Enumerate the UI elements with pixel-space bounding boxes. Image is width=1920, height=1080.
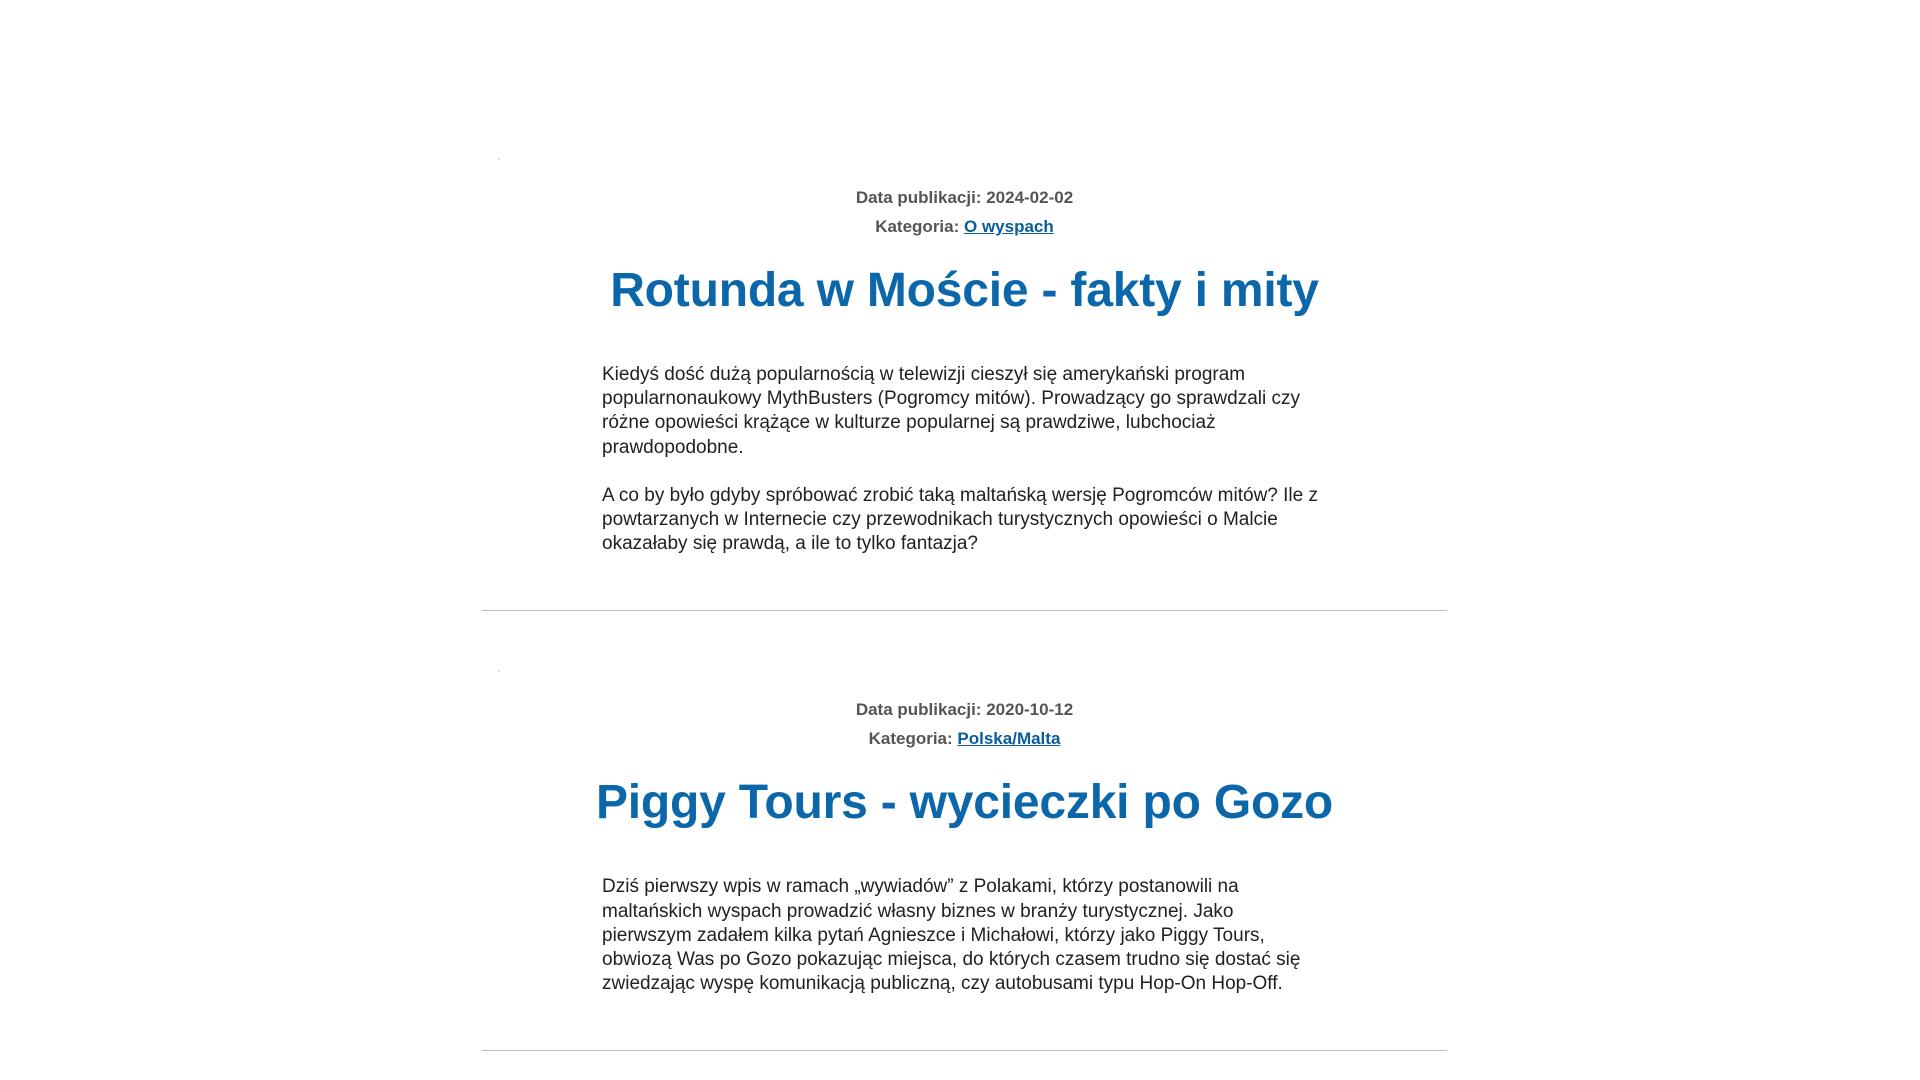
publication-date xyxy=(482,695,1447,724)
post-card xyxy=(482,670,1447,1051)
excerpt-paragraph: Kiedyś dość dużą popularnością w telewizji cieszył się amerykański program popularnonaukowy MythBusters (Pogromcy mitów). Prowadzący go sprawdzali czy różne opowieści krążące w kulturze popularnej są prawdziwe, lubchociaż prawdopodobne. xyxy=(602,364,1300,458)
date-value: 2024-02-02 xyxy=(986,188,1074,207)
post-category xyxy=(482,212,1447,241)
post-excerpt xyxy=(602,363,1327,556)
post-category xyxy=(482,724,1447,753)
excerpt-paragraph: Dziś pierwszy wpis w ramach „wywiadów” z Polakami, którzy postanowili na maltańskich wyspach prowadzić własny biznes w branży turystycznej. Jako pierwszym zadałem kilka pytań Agnieszce i Michałowi, którzy jako Piggy Tours, obwiozą Was po Gozo pokazując miejsca, do których czasem trudno się dostać się zwiedzając wyspę komunikacją publiczną, czy autobusami typu Hop-On Hop-Off. xyxy=(602,876,1301,995)
post-feed xyxy=(482,158,1447,1051)
post-title[interactable]: Piggy Tours - wycieczki po Gozo xyxy=(595,776,1334,830)
category-label: Kategoria: xyxy=(875,217,960,236)
post-divider xyxy=(482,1050,1447,1051)
excerpt-paragraph: A co by było gdyby spróbować zrobić taką maltańską wersję Pogromców mitów? Ile z powtarzanych w Internecie czy przewodnikach turystycznych opowieści o Malcie okazałaby się prawdą, a ile to tylko fantazja? xyxy=(602,484,1318,555)
category-link[interactable]: O wyspach xyxy=(964,217,1054,236)
date-value: 2020-10-12 xyxy=(986,700,1074,720)
date-label: Data publikacji: xyxy=(855,188,982,207)
post-marker xyxy=(498,670,500,672)
post-meta xyxy=(482,183,1447,241)
category-link[interactable]: Polska/Malta xyxy=(957,729,1061,749)
category-label: Kategoria: xyxy=(868,729,953,749)
post-title[interactable]: Rotunda w Moście - fakty i mity xyxy=(610,264,1319,317)
post-marker xyxy=(498,158,500,160)
post-divider xyxy=(482,610,1447,611)
post-excerpt xyxy=(602,875,1327,996)
post-meta xyxy=(482,695,1447,753)
post-card xyxy=(482,158,1447,611)
date-label: Data publikacji: xyxy=(855,700,982,720)
publication-date xyxy=(482,183,1447,212)
